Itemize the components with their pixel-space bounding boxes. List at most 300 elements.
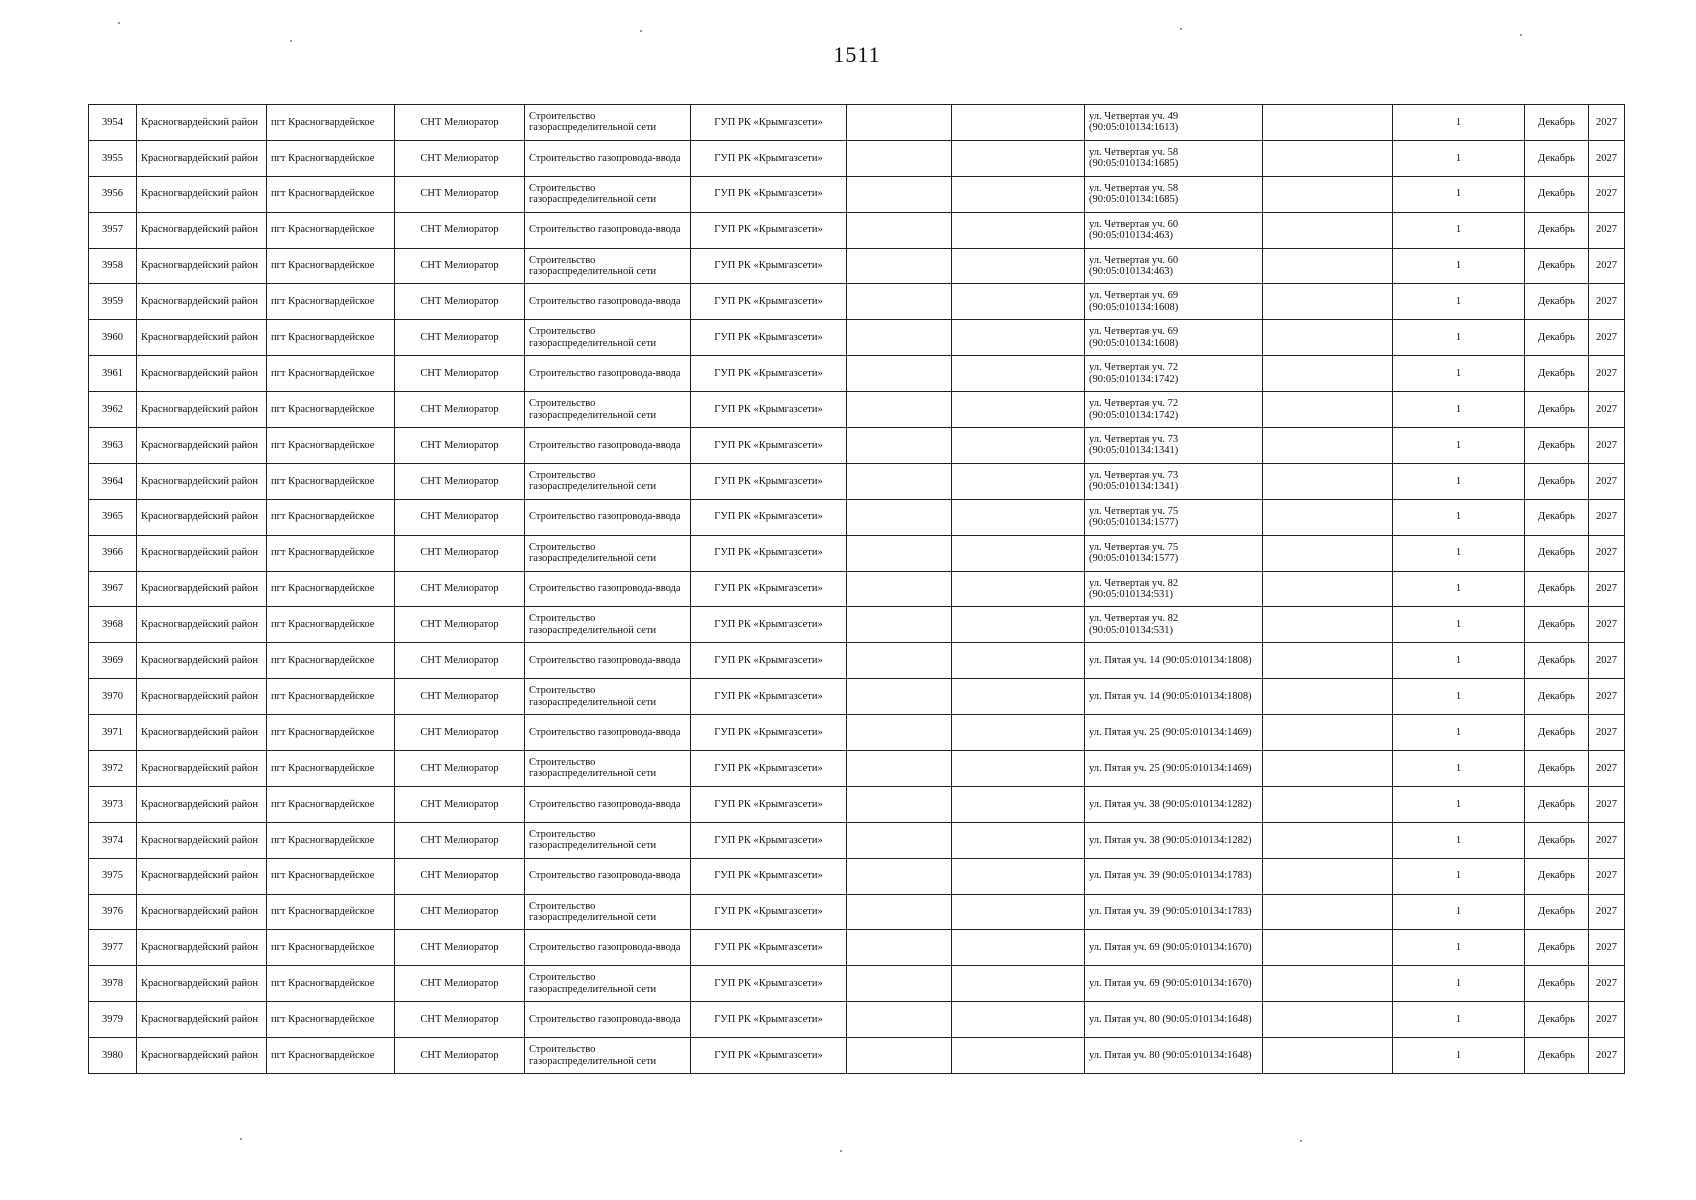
quantity-cell: 1 xyxy=(1393,894,1525,930)
year-cell: 2027 xyxy=(1589,499,1625,535)
row-number: 3978 xyxy=(89,966,137,1002)
month-cell: Декабрь xyxy=(1525,428,1589,464)
operator-cell: ГУП РК «Крымгазсети» xyxy=(691,571,847,607)
operator-cell: ГУП РК «Крымгазсети» xyxy=(691,140,847,176)
empty-cell xyxy=(952,463,1085,499)
empty-cell xyxy=(1263,894,1393,930)
table-row xyxy=(89,392,1625,428)
empty-cell xyxy=(847,535,952,571)
operator-cell: ГУП РК «Крымгазсети» xyxy=(691,679,847,715)
operator-cell: ГУП РК «Крымгазсети» xyxy=(691,428,847,464)
operator-cell: ГУП РК «Крымгазсети» xyxy=(691,248,847,284)
month-cell: Декабрь xyxy=(1525,320,1589,356)
owner-cell: СНТ Мелиоратор xyxy=(395,571,525,607)
empty-cell xyxy=(1263,499,1393,535)
owner-cell: СНТ Мелиоратор xyxy=(395,320,525,356)
district-cell: Красногвардейский район xyxy=(137,751,267,787)
month-cell: Декабрь xyxy=(1525,248,1589,284)
owner-cell: СНТ Мелиоратор xyxy=(395,105,525,141)
quantity-cell: 1 xyxy=(1393,284,1525,320)
table-row xyxy=(89,284,1625,320)
month-cell: Декабрь xyxy=(1525,607,1589,643)
table-row xyxy=(89,535,1625,571)
work-type-cell: Строительство газопровода-ввода xyxy=(525,930,691,966)
quantity-cell: 1 xyxy=(1393,822,1525,858)
work-type-cell: Строительство газопровода-ввода xyxy=(525,571,691,607)
address-cell: ул. Четвертая уч. 58 (90:05:010134:1685) xyxy=(1085,176,1263,212)
district-cell: Красногвардейский район xyxy=(137,643,267,679)
quantity-cell: 1 xyxy=(1393,392,1525,428)
address-cell: ул. Четвертая уч. 72 (90:05:010134:1742) xyxy=(1085,392,1263,428)
year-cell: 2027 xyxy=(1589,858,1625,894)
row-number: 3970 xyxy=(89,679,137,715)
locality-cell: пгт Красногвардейское xyxy=(267,535,395,571)
locality-cell: пгт Красногвардейское xyxy=(267,140,395,176)
address-cell: ул. Пятая уч. 69 (90:05:010134:1670) xyxy=(1085,930,1263,966)
address-cell: ул. Четвертая уч. 82 (90:05:010134:531) xyxy=(1085,607,1263,643)
empty-cell xyxy=(952,643,1085,679)
empty-cell xyxy=(1263,356,1393,392)
operator-cell: ГУП РК «Крымгазсети» xyxy=(691,715,847,751)
operator-cell: ГУП РК «Крымгазсети» xyxy=(691,105,847,141)
empty-cell xyxy=(1263,822,1393,858)
empty-cell xyxy=(1263,248,1393,284)
row-number: 3973 xyxy=(89,786,137,822)
address-cell: ул. Пятая уч. 39 (90:05:010134:1783) xyxy=(1085,894,1263,930)
empty-cell xyxy=(847,248,952,284)
work-type-cell: Строительство газопровода-ввода xyxy=(525,140,691,176)
row-number: 3964 xyxy=(89,463,137,499)
month-cell: Декабрь xyxy=(1525,392,1589,428)
quantity-cell: 1 xyxy=(1393,212,1525,248)
table-row xyxy=(89,499,1625,535)
empty-cell xyxy=(1263,643,1393,679)
owner-cell: СНТ Мелиоратор xyxy=(395,643,525,679)
quantity-cell: 1 xyxy=(1393,176,1525,212)
work-type-cell: Строительство газопровода-ввода xyxy=(525,212,691,248)
empty-cell xyxy=(1263,428,1393,464)
district-cell: Красногвардейский район xyxy=(137,105,267,141)
operator-cell: ГУП РК «Крымгазсети» xyxy=(691,858,847,894)
empty-cell xyxy=(847,463,952,499)
locality-cell: пгт Красногвардейское xyxy=(267,930,395,966)
row-number: 3958 xyxy=(89,248,137,284)
district-cell: Красногвардейский район xyxy=(137,966,267,1002)
district-cell: Красногвардейский район xyxy=(137,392,267,428)
empty-cell xyxy=(952,571,1085,607)
work-type-cell: Строительство газораспределительной сети xyxy=(525,105,691,141)
month-cell: Декабрь xyxy=(1525,715,1589,751)
empty-cell xyxy=(952,894,1085,930)
owner-cell: СНТ Мелиоратор xyxy=(395,140,525,176)
district-cell: Красногвардейский район xyxy=(137,248,267,284)
empty-cell xyxy=(1263,463,1393,499)
district-cell: Красногвардейский район xyxy=(137,858,267,894)
empty-cell xyxy=(1263,930,1393,966)
owner-cell: СНТ Мелиоратор xyxy=(395,212,525,248)
month-cell: Декабрь xyxy=(1525,284,1589,320)
owner-cell: СНТ Мелиоратор xyxy=(395,679,525,715)
year-cell: 2027 xyxy=(1589,176,1625,212)
locality-cell: пгт Красногвардейское xyxy=(267,320,395,356)
address-cell: ул. Четвертая уч. 73 (90:05:010134:1341) xyxy=(1085,463,1263,499)
row-number: 3961 xyxy=(89,356,137,392)
address-cell: ул. Четвертая уч. 58 (90:05:010134:1685) xyxy=(1085,140,1263,176)
scan-speck xyxy=(1300,1140,1302,1142)
owner-cell: СНТ Мелиоратор xyxy=(395,428,525,464)
empty-cell xyxy=(1263,786,1393,822)
operator-cell: ГУП РК «Крымгазсети» xyxy=(691,966,847,1002)
month-cell: Декабрь xyxy=(1525,643,1589,679)
work-type-cell: Строительство газопровода-ввода xyxy=(525,715,691,751)
district-cell: Красногвардейский район xyxy=(137,786,267,822)
year-cell: 2027 xyxy=(1589,930,1625,966)
month-cell: Декабрь xyxy=(1525,535,1589,571)
table-row xyxy=(89,212,1625,248)
operator-cell: ГУП РК «Крымгазсети» xyxy=(691,930,847,966)
year-cell: 2027 xyxy=(1589,1002,1625,1038)
address-cell: ул. Пятая уч. 69 (90:05:010134:1670) xyxy=(1085,966,1263,1002)
year-cell: 2027 xyxy=(1589,786,1625,822)
owner-cell: СНТ Мелиоратор xyxy=(395,463,525,499)
scan-speck xyxy=(840,1150,842,1152)
year-cell: 2027 xyxy=(1589,535,1625,571)
owner-cell: СНТ Мелиоратор xyxy=(395,176,525,212)
empty-cell xyxy=(1263,679,1393,715)
owner-cell: СНТ Мелиоратор xyxy=(395,1038,525,1074)
empty-cell xyxy=(847,320,952,356)
quantity-cell: 1 xyxy=(1393,535,1525,571)
month-cell: Декабрь xyxy=(1525,930,1589,966)
empty-cell xyxy=(1263,751,1393,787)
locality-cell: пгт Красногвардейское xyxy=(267,105,395,141)
table-row xyxy=(89,463,1625,499)
empty-cell xyxy=(952,679,1085,715)
district-cell: Красногвардейский район xyxy=(137,176,267,212)
operator-cell: ГУП РК «Крымгазсети» xyxy=(691,320,847,356)
empty-cell xyxy=(847,105,952,141)
district-cell: Красногвардейский район xyxy=(137,428,267,464)
operator-cell: ГУП РК «Крымгазсети» xyxy=(691,392,847,428)
table-row xyxy=(89,894,1625,930)
empty-cell xyxy=(847,822,952,858)
address-cell: ул. Четвертая уч. 60 (90:05:010134:463) xyxy=(1085,248,1263,284)
row-number: 3963 xyxy=(89,428,137,464)
empty-cell xyxy=(847,894,952,930)
address-cell: ул. Четвертая уч. 75 (90:05:010134:1577) xyxy=(1085,499,1263,535)
owner-cell: СНТ Мелиоратор xyxy=(395,284,525,320)
year-cell: 2027 xyxy=(1589,428,1625,464)
empty-cell xyxy=(1263,176,1393,212)
table-row xyxy=(89,176,1625,212)
empty-cell xyxy=(952,930,1085,966)
empty-cell xyxy=(952,715,1085,751)
empty-cell xyxy=(847,930,952,966)
table-row xyxy=(89,822,1625,858)
empty-cell xyxy=(847,858,952,894)
owner-cell: СНТ Мелиоратор xyxy=(395,1002,525,1038)
row-number: 3960 xyxy=(89,320,137,356)
quantity-cell: 1 xyxy=(1393,140,1525,176)
quantity-cell: 1 xyxy=(1393,643,1525,679)
owner-cell: СНТ Мелиоратор xyxy=(395,966,525,1002)
empty-cell xyxy=(847,140,952,176)
table-row xyxy=(89,858,1625,894)
empty-cell xyxy=(847,715,952,751)
quantity-cell: 1 xyxy=(1393,320,1525,356)
address-cell: ул. Четвертая уч. 69 (90:05:010134:1608) xyxy=(1085,284,1263,320)
operator-cell: ГУП РК «Крымгазсети» xyxy=(691,284,847,320)
operator-cell: ГУП РК «Крымгазсети» xyxy=(691,751,847,787)
district-cell: Красногвардейский район xyxy=(137,535,267,571)
work-type-cell: Строительство газопровода-ввода xyxy=(525,858,691,894)
scan-speck xyxy=(1180,28,1182,30)
empty-cell xyxy=(847,571,952,607)
quantity-cell: 1 xyxy=(1393,679,1525,715)
locality-cell: пгт Красногвардейское xyxy=(267,858,395,894)
work-type-cell: Строительство газораспределительной сети xyxy=(525,248,691,284)
work-type-cell: Строительство газораспределительной сети xyxy=(525,463,691,499)
empty-cell xyxy=(847,751,952,787)
month-cell: Декабрь xyxy=(1525,858,1589,894)
operator-cell: ГУП РК «Крымгазсети» xyxy=(691,176,847,212)
month-cell: Декабрь xyxy=(1525,822,1589,858)
empty-cell xyxy=(952,1002,1085,1038)
locality-cell: пгт Красногвардейское xyxy=(267,176,395,212)
locality-cell: пгт Красногвардейское xyxy=(267,679,395,715)
locality-cell: пгт Красногвардейское xyxy=(267,751,395,787)
empty-cell xyxy=(1263,966,1393,1002)
owner-cell: СНТ Мелиоратор xyxy=(395,894,525,930)
work-type-cell: Строительство газопровода-ввода xyxy=(525,356,691,392)
operator-cell: ГУП РК «Крымгазсети» xyxy=(691,894,847,930)
table-row xyxy=(89,1002,1625,1038)
month-cell: Декабрь xyxy=(1525,894,1589,930)
empty-cell xyxy=(952,966,1085,1002)
empty-cell xyxy=(1263,392,1393,428)
page-number: 1511 xyxy=(833,42,881,67)
year-cell: 2027 xyxy=(1589,284,1625,320)
work-type-cell: Строительство газораспределительной сети xyxy=(525,894,691,930)
year-cell: 2027 xyxy=(1589,679,1625,715)
empty-cell xyxy=(1263,571,1393,607)
empty-cell xyxy=(847,786,952,822)
operator-cell: ГУП РК «Крымгазсети» xyxy=(691,607,847,643)
row-number: 3977 xyxy=(89,930,137,966)
row-number: 3971 xyxy=(89,715,137,751)
year-cell: 2027 xyxy=(1589,356,1625,392)
row-number: 3965 xyxy=(89,499,137,535)
locality-cell: пгт Красногвардейское xyxy=(267,571,395,607)
operator-cell: ГУП РК «Крымгазсети» xyxy=(691,356,847,392)
empty-cell xyxy=(952,499,1085,535)
district-cell: Красногвардейский район xyxy=(137,212,267,248)
year-cell: 2027 xyxy=(1589,643,1625,679)
empty-cell xyxy=(1263,320,1393,356)
row-number: 3966 xyxy=(89,535,137,571)
locality-cell: пгт Красногвардейское xyxy=(267,463,395,499)
empty-cell xyxy=(847,1038,952,1074)
row-number: 3968 xyxy=(89,607,137,643)
year-cell: 2027 xyxy=(1589,463,1625,499)
empty-cell xyxy=(952,822,1085,858)
month-cell: Декабрь xyxy=(1525,1002,1589,1038)
district-cell: Красногвардейский район xyxy=(137,607,267,643)
work-type-cell: Строительство газораспределительной сети xyxy=(525,966,691,1002)
empty-cell xyxy=(952,1038,1085,1074)
work-type-cell: Строительство газопровода-ввода xyxy=(525,284,691,320)
owner-cell: СНТ Мелиоратор xyxy=(395,751,525,787)
empty-cell xyxy=(1263,607,1393,643)
address-cell: ул. Четвертая уч. 73 (90:05:010134:1341) xyxy=(1085,428,1263,464)
address-cell: ул. Четвертая уч. 60 (90:05:010134:463) xyxy=(1085,212,1263,248)
quantity-cell: 1 xyxy=(1393,715,1525,751)
row-number: 3956 xyxy=(89,176,137,212)
address-cell: ул. Пятая уч. 25 (90:05:010134:1469) xyxy=(1085,715,1263,751)
work-type-cell: Строительство газораспределительной сети xyxy=(525,1038,691,1074)
month-cell: Декабрь xyxy=(1525,571,1589,607)
empty-cell xyxy=(847,643,952,679)
locality-cell: пгт Красногвардейское xyxy=(267,1038,395,1074)
year-cell: 2027 xyxy=(1589,248,1625,284)
address-cell: ул. Четвертая уч. 69 (90:05:010134:1608) xyxy=(1085,320,1263,356)
quantity-cell: 1 xyxy=(1393,356,1525,392)
table-row xyxy=(89,607,1625,643)
empty-cell xyxy=(1263,212,1393,248)
empty-cell xyxy=(847,428,952,464)
work-type-cell: Строительство газораспределительной сети xyxy=(525,392,691,428)
address-cell: ул. Пятая уч. 14 (90:05:010134:1808) xyxy=(1085,679,1263,715)
owner-cell: СНТ Мелиоратор xyxy=(395,499,525,535)
address-cell: ул. Пятая уч. 38 (90:05:010134:1282) xyxy=(1085,822,1263,858)
address-cell: ул. Четвертая уч. 82 (90:05:010134:531) xyxy=(1085,571,1263,607)
row-number: 3959 xyxy=(89,284,137,320)
locality-cell: пгт Красногвардейское xyxy=(267,284,395,320)
owner-cell: СНТ Мелиоратор xyxy=(395,356,525,392)
owner-cell: СНТ Мелиоратор xyxy=(395,715,525,751)
quantity-cell: 1 xyxy=(1393,463,1525,499)
empty-cell xyxy=(1263,140,1393,176)
table-row xyxy=(89,571,1625,607)
district-cell: Красногвардейский район xyxy=(137,499,267,535)
locality-cell: пгт Красногвардейское xyxy=(267,607,395,643)
address-cell: ул. Пятая уч. 25 (90:05:010134:1469) xyxy=(1085,751,1263,787)
work-type-cell: Строительство газораспределительной сети xyxy=(525,320,691,356)
month-cell: Декабрь xyxy=(1525,679,1589,715)
district-cell: Красногвардейский район xyxy=(137,140,267,176)
empty-cell xyxy=(952,356,1085,392)
locality-cell: пгт Красногвардейское xyxy=(267,212,395,248)
empty-cell xyxy=(847,966,952,1002)
empty-cell xyxy=(1263,535,1393,571)
district-cell: Красногвардейский район xyxy=(137,571,267,607)
operator-cell: ГУП РК «Крымгазсети» xyxy=(691,463,847,499)
year-cell: 2027 xyxy=(1589,894,1625,930)
address-cell: ул. Пятая уч. 39 (90:05:010134:1783) xyxy=(1085,858,1263,894)
month-cell: Декабрь xyxy=(1525,105,1589,141)
operator-cell: ГУП РК «Крымгазсети» xyxy=(691,786,847,822)
empty-cell xyxy=(847,679,952,715)
empty-cell xyxy=(1263,1038,1393,1074)
empty-cell xyxy=(952,320,1085,356)
owner-cell: СНТ Мелиоратор xyxy=(395,535,525,571)
row-number: 3972 xyxy=(89,751,137,787)
quantity-cell: 1 xyxy=(1393,248,1525,284)
row-number: 3955 xyxy=(89,140,137,176)
empty-cell xyxy=(952,140,1085,176)
month-cell: Декабрь xyxy=(1525,212,1589,248)
row-number: 3974 xyxy=(89,822,137,858)
locality-cell: пгт Красногвардейское xyxy=(267,966,395,1002)
district-cell: Красногвардейский район xyxy=(137,284,267,320)
work-type-cell: Строительство газопровода-ввода xyxy=(525,499,691,535)
table-row xyxy=(89,715,1625,751)
empty-cell xyxy=(847,1002,952,1038)
scan-speck xyxy=(290,40,292,42)
table-row xyxy=(89,1038,1625,1074)
year-cell: 2027 xyxy=(1589,822,1625,858)
empty-cell xyxy=(1263,858,1393,894)
locality-cell: пгт Красногвардейское xyxy=(267,715,395,751)
locality-cell: пгт Красногвардейское xyxy=(267,822,395,858)
table-row xyxy=(89,930,1625,966)
address-cell: ул. Пятая уч. 14 (90:05:010134:1808) xyxy=(1085,643,1263,679)
work-type-cell: Строительство газораспределительной сети xyxy=(525,679,691,715)
address-cell: ул. Четвертая уч. 72 (90:05:010134:1742) xyxy=(1085,356,1263,392)
table-row xyxy=(89,751,1625,787)
operator-cell: ГУП РК «Крымгазсети» xyxy=(691,1002,847,1038)
empty-cell xyxy=(952,176,1085,212)
quantity-cell: 1 xyxy=(1393,607,1525,643)
owner-cell: СНТ Мелиоратор xyxy=(395,248,525,284)
owner-cell: СНТ Мелиоратор xyxy=(395,930,525,966)
empty-cell xyxy=(952,284,1085,320)
table-body xyxy=(89,105,1625,1074)
scan-speck xyxy=(118,22,120,24)
address-cell: ул. Четвертая уч. 49 (90:05:010134:1613) xyxy=(1085,105,1263,141)
owner-cell: СНТ Мелиоратор xyxy=(395,822,525,858)
locality-cell: пгт Красногвардейское xyxy=(267,1002,395,1038)
district-cell: Красногвардейский район xyxy=(137,356,267,392)
month-cell: Декабрь xyxy=(1525,966,1589,1002)
empty-cell xyxy=(952,392,1085,428)
empty-cell xyxy=(847,176,952,212)
row-number: 3976 xyxy=(89,894,137,930)
operator-cell: ГУП РК «Крымгазсети» xyxy=(691,643,847,679)
work-type-cell: Строительство газораспределительной сети xyxy=(525,607,691,643)
gasification-registry-table xyxy=(88,104,1625,1074)
table-row xyxy=(89,140,1625,176)
quantity-cell: 1 xyxy=(1393,428,1525,464)
work-type-cell: Строительство газораспределительной сети xyxy=(525,751,691,787)
row-number: 3979 xyxy=(89,1002,137,1038)
table-row xyxy=(89,428,1625,464)
locality-cell: пгт Красногвардейское xyxy=(267,786,395,822)
year-cell: 2027 xyxy=(1589,105,1625,141)
year-cell: 2027 xyxy=(1589,607,1625,643)
district-cell: Красногвардейский район xyxy=(137,1002,267,1038)
locality-cell: пгт Красногвардейское xyxy=(267,428,395,464)
row-number: 3957 xyxy=(89,212,137,248)
scan-speck xyxy=(240,1138,242,1140)
table-row xyxy=(89,786,1625,822)
locality-cell: пгт Красногвардейское xyxy=(267,643,395,679)
work-type-cell: Строительство газопровода-ввода xyxy=(525,428,691,464)
table-row xyxy=(89,679,1625,715)
empty-cell xyxy=(952,858,1085,894)
year-cell: 2027 xyxy=(1589,392,1625,428)
year-cell: 2027 xyxy=(1589,212,1625,248)
